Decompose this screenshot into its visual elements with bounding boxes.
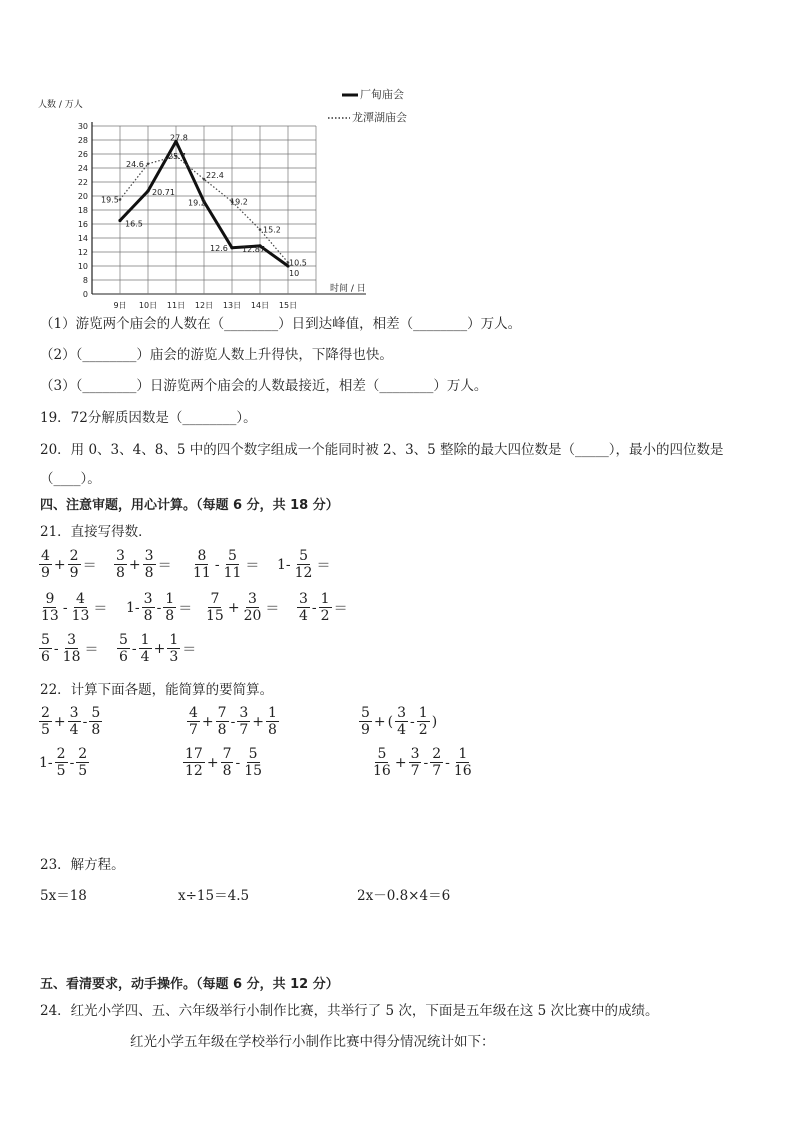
data-label: 19.5: [101, 195, 119, 205]
data-label: 10.5: [289, 258, 307, 268]
x-tick-label: 14日: [250, 301, 270, 310]
fraction: $\frac{4}{9}$: [41, 548, 50, 581]
operator: +: [373, 713, 386, 730]
fraction: $\frac{3}{7}$: [239, 705, 249, 738]
calc-expression: [38, 705, 103, 738]
operator: -: [423, 754, 429, 771]
fraction: $\frac{2}{5}$: [41, 705, 50, 738]
question-22: 22．计算下面各题，能简算的要简算。: [40, 682, 274, 698]
fraction: $\frac{1}{4}$: [140, 632, 150, 665]
section-5-heading: 五、看清要求，动手操作。（每题 6 分，共 12 分）: [40, 977, 339, 992]
operator: ＝: [93, 600, 108, 617]
series-1-point: [230, 246, 233, 249]
x-tick-label: 11日: [166, 301, 186, 310]
expression: [113, 548, 173, 581]
y-tick-label: 14: [77, 234, 88, 243]
operator: ＝: [84, 641, 99, 658]
fraction: $\frac{3}{8}$: [143, 591, 153, 624]
series-1-point: [118, 219, 121, 222]
y-tick-label: 16: [77, 220, 88, 229]
calc-expression: [358, 705, 438, 738]
fraction: $\frac{4}{7}$: [189, 705, 198, 738]
equation-2: x÷15＝4.5: [178, 888, 250, 904]
expression: [38, 548, 98, 581]
data-label: 12.6: [210, 243, 228, 253]
data-label: 10: [289, 269, 300, 278]
fraction: $\frac{2}{9}$: [69, 548, 79, 581]
operator: +: [252, 713, 264, 730]
fraction: $\frac{5}{11}$: [223, 548, 242, 581]
operator: ＝: [182, 641, 197, 658]
fraction: $\frac{3}{18}$: [62, 632, 81, 665]
fraction: $\frac{3}{7}$: [410, 746, 420, 779]
x-tick-label: 15日: [278, 301, 298, 310]
operator: ＝: [178, 600, 193, 617]
calc-expression: [182, 746, 265, 779]
x-axis-label: 时间 / 日: [330, 284, 366, 294]
fraction: $\frac{5}{9}$: [361, 705, 370, 738]
section-4-heading: 四、注意审题，用心计算。（每题 6 分，共 18 分）: [40, 498, 339, 513]
x-tick-labels: [113, 301, 297, 310]
fraction: $\frac{5}{15}$: [244, 746, 263, 779]
operator: ＝: [316, 557, 331, 574]
calc-expression: [186, 705, 280, 738]
operator: +: [206, 754, 219, 771]
operator: -: [410, 713, 415, 730]
fraction: $\frac{1}{8}$: [165, 591, 175, 624]
data-label: 20.71: [152, 188, 175, 198]
line-chart: [30, 80, 430, 310]
fraction: $\frac{3}{20}$: [243, 591, 262, 624]
operator: -: [311, 599, 317, 616]
question-24-caption: 红光小学五年级在学校举行小制作比赛中得分情况统计如下：: [130, 1034, 495, 1050]
operator: +: [394, 754, 407, 771]
y-tick-label: 20: [77, 192, 88, 201]
expression: [38, 632, 99, 665]
question-20: 20．用 0、3、4、8、5 中的四个数字组成一个能同时被 2、3、5 整除的最大四位数是（_____），最小的四位数是: [40, 442, 724, 458]
fraction: $\frac{1}{2}$: [320, 591, 330, 624]
operator: ＝: [333, 600, 348, 617]
data-label: 16.5: [125, 219, 143, 229]
fraction: $\frac{7}{15}$: [206, 591, 224, 624]
fraction: $\frac{2}{5}$: [56, 746, 66, 779]
legend-series-1: 厂甸庙会: [360, 88, 404, 101]
calc-expression: [38, 746, 90, 779]
y-tick-label: 30: [77, 122, 88, 131]
y-tick-labels: [78, 122, 88, 299]
fraction: $\frac{1}{16}$: [453, 746, 472, 779]
fraction: $\frac{1}{8}$: [267, 705, 277, 738]
fraction: $\frac{2}{5}$: [78, 746, 88, 779]
y-tick-label: 12: [77, 248, 88, 257]
operator: ＝: [245, 557, 260, 574]
fraction: $\frac{8}{11}$: [193, 548, 211, 581]
operator: +: [153, 640, 166, 657]
data-label: 19.2: [188, 198, 206, 208]
fraction: $\frac{5}{6}$: [119, 632, 128, 665]
operator: -: [230, 713, 236, 730]
operator: +: [53, 713, 66, 730]
y-tick-label: 28: [77, 136, 88, 145]
operator: ): [431, 713, 438, 730]
fraction: $\frac{4}{13}$: [71, 591, 90, 624]
question-18-2: （2）（________）庙会的游览人数上升得快，下降得也快。: [40, 347, 393, 363]
fraction: $\frac{9}{13}$: [41, 591, 59, 624]
expression: [276, 548, 331, 581]
operator: (: [387, 713, 394, 730]
data-label: 25.7: [168, 152, 186, 162]
fraction: $\frac{3}{4}$: [299, 591, 308, 624]
series-1-point: [146, 189, 149, 192]
operator: -: [445, 754, 450, 771]
fraction: $\frac{5}{12}$: [294, 548, 313, 581]
operator: 1-: [126, 599, 140, 616]
x-tick-label: 9日: [113, 301, 127, 310]
expression: [203, 591, 280, 624]
series-2-point: [203, 178, 206, 181]
fraction: $\frac{7}{8}$: [222, 746, 232, 779]
fraction: $\frac{2}{7}$: [432, 746, 442, 779]
operator: -: [53, 640, 59, 657]
series-2-point: [147, 163, 150, 166]
y-tick-label: 10: [77, 262, 88, 271]
question-18-1: （1）游览两个庙会的人数在（________）日到达峰值，相差（________）万人。: [40, 316, 522, 332]
operator: ＝: [157, 557, 172, 574]
data-label: 22.4: [206, 171, 224, 181]
calc-expression: [370, 746, 475, 779]
fraction: $\frac{1}{2}$: [418, 705, 428, 738]
y-tick-label: 8: [82, 276, 88, 285]
series-2-point: [119, 198, 122, 201]
expression: [190, 548, 260, 581]
fraction: $\frac{1}{3}$: [169, 632, 179, 665]
fraction: $\frac{5}{8}$: [91, 705, 101, 738]
y-tick-label: 18: [77, 206, 88, 215]
fraction: $\frac{3}{4}$: [69, 705, 79, 738]
fraction: $\frac{3}{8}$: [144, 548, 154, 581]
fraction: $\frac{5}{16}$: [373, 746, 391, 779]
data-label: 27.8: [170, 133, 188, 143]
expression: [296, 591, 349, 624]
question-18-3: （3）（________）日游览两个庙会的人数最接近，相差（________）万人。: [40, 378, 488, 394]
series-2-point: [259, 228, 262, 231]
y-axis-label: 人数 / 万人: [38, 100, 83, 110]
operator: -: [131, 640, 137, 657]
data-label: 15.2: [263, 225, 281, 235]
operator: -: [214, 556, 220, 573]
expression: [125, 591, 193, 624]
y-tick-label: 0: [82, 290, 88, 299]
expression: [116, 632, 197, 665]
equation-1: 5x＝18: [40, 888, 87, 904]
fraction: $\frac{7}{8}$: [217, 705, 227, 738]
operator: +: [128, 556, 141, 573]
operator: ＝: [265, 600, 280, 617]
question-19: 19．72分解质因数是（________）。: [40, 410, 257, 426]
y-tick-label: 26: [77, 150, 88, 159]
question-21: 21．直接写得数．: [40, 524, 152, 540]
y-tick-label: 22: [77, 178, 88, 187]
operator: -: [82, 713, 88, 730]
fraction: $\frac{3}{8}$: [116, 548, 125, 581]
data-label: 12.87: [242, 244, 265, 254]
x-tick-label: 13日: [222, 301, 242, 310]
fraction: $\frac{3}{4}$: [397, 705, 407, 738]
question-20-cont: （____）。: [40, 471, 101, 487]
operator: +: [227, 599, 240, 616]
expression: [38, 591, 108, 624]
data-label: 24.6: [126, 159, 144, 169]
operator: ＝: [82, 557, 97, 574]
operator: -: [69, 754, 75, 771]
operator: +: [53, 556, 66, 573]
fraction: $\frac{5}{6}$: [41, 632, 50, 665]
operator: +: [201, 713, 214, 730]
operator: 1-: [39, 754, 53, 771]
operator: -: [156, 599, 162, 616]
question-23: 23．解方程。: [40, 857, 125, 873]
x-tick-label: 12日: [194, 301, 214, 310]
question-24: 24．红光小学四、五、六年级举行小制作比赛，共举行了 5 次，下面是五年级在这 5 次比赛中的成绩。: [40, 1003, 659, 1019]
operator: -: [235, 754, 241, 771]
operator: -: [62, 599, 68, 616]
y-tick-label: 24: [77, 164, 88, 173]
operator: 1-: [277, 556, 291, 573]
equation-3: 2x－0.8×4＝6: [357, 888, 451, 904]
fraction: $\frac{17}{12}$: [185, 746, 203, 779]
legend-series-2: 龙潭湖庙会: [352, 111, 407, 124]
x-tick-label: 10日: [138, 301, 158, 310]
data-label: 19.2: [230, 197, 248, 207]
